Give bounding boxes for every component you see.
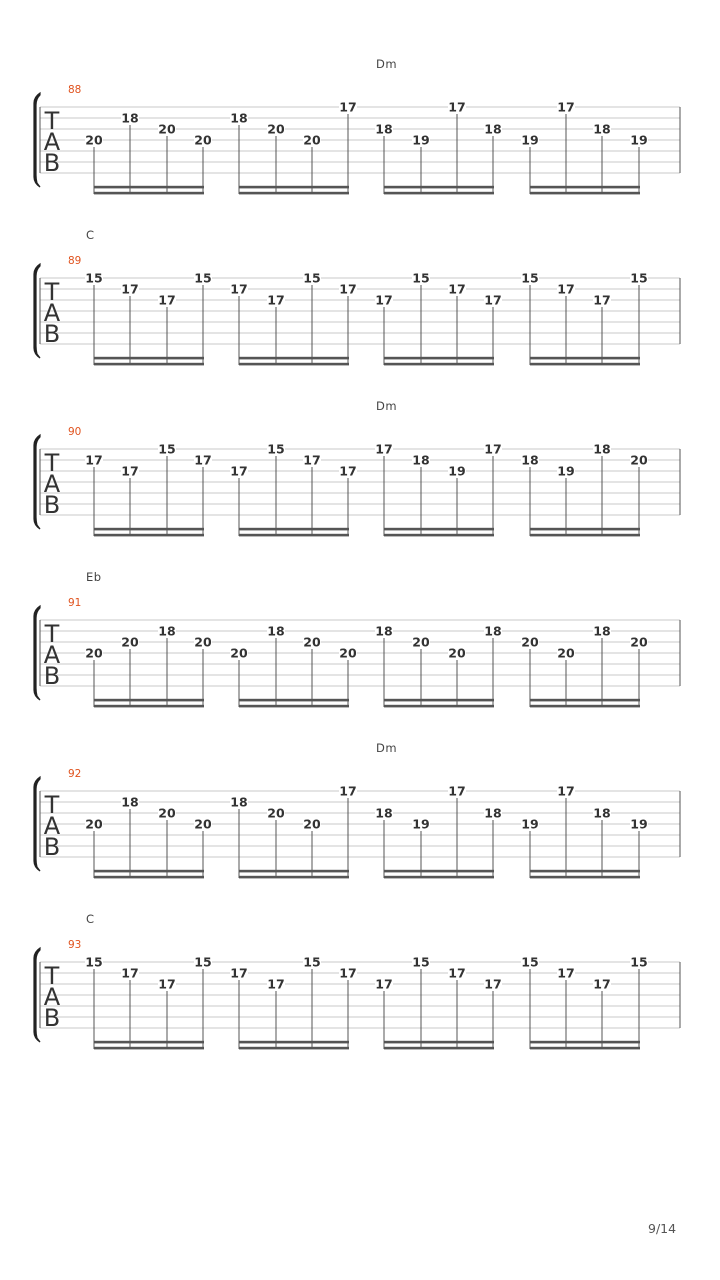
tab-clef-letter: B (43, 833, 61, 861)
tab-system (0, 570, 720, 741)
fret-number: 17 (448, 99, 466, 115)
fret-number: 18 (593, 805, 611, 821)
beam (530, 186, 640, 189)
tab-system (0, 57, 720, 228)
fret-number: 19 (448, 463, 466, 479)
beam (384, 186, 494, 189)
fret-number: 17 (339, 463, 357, 479)
tab-clef-letter: B (43, 1004, 61, 1032)
fret-number: 15 (412, 954, 430, 970)
beam (530, 528, 640, 531)
beam (384, 192, 494, 195)
tab-clef-letter: T (44, 962, 60, 990)
fret-number: 20 (158, 121, 176, 137)
fret-number: 19 (630, 132, 648, 148)
measure-number: 91 (68, 597, 82, 609)
beam (94, 870, 204, 873)
fret-number: 17 (121, 281, 139, 297)
system-bracket (34, 948, 40, 1042)
tab-clef-letter: B (43, 149, 61, 177)
fret-number: 17 (557, 783, 575, 799)
beam (384, 363, 494, 366)
chord-label: Dm (376, 57, 398, 71)
fret-number: 18 (121, 110, 139, 126)
fret-number: 19 (521, 816, 539, 832)
fret-number: 20 (194, 816, 212, 832)
fret-number: 15 (303, 954, 321, 970)
beam (239, 363, 349, 366)
fret-number: 17 (121, 463, 139, 479)
fret-number: 20 (85, 645, 103, 661)
beam (530, 1047, 640, 1050)
fret-number: 18 (230, 110, 248, 126)
fret-number: 20 (230, 645, 248, 661)
beam (94, 1047, 204, 1050)
tab-clef-letter: A (43, 812, 61, 840)
beam (239, 192, 349, 195)
beam (384, 699, 494, 702)
tab-clef-letter: T (44, 791, 60, 819)
beam (94, 528, 204, 531)
beam (94, 363, 204, 366)
beam (94, 192, 204, 195)
tab-clef-letter: A (43, 128, 61, 156)
fret-number: 17 (484, 292, 502, 308)
beam (530, 363, 640, 366)
fret-number: 20 (121, 634, 139, 650)
tab-clef-letter: A (43, 983, 61, 1011)
fret-number: 19 (630, 816, 648, 832)
beam (94, 699, 204, 702)
beam (239, 705, 349, 708)
tab-staff (0, 228, 720, 399)
tab-system (0, 228, 720, 399)
fret-number: 17 (339, 99, 357, 115)
fret-number: 17 (375, 292, 393, 308)
system-bracket (34, 777, 40, 871)
fret-number: 17 (375, 441, 393, 457)
fret-number: 17 (557, 99, 575, 115)
fret-number: 17 (375, 976, 393, 992)
beam (239, 870, 349, 873)
chord-label: C (86, 912, 95, 926)
tab-clef-letter: B (43, 662, 61, 690)
fret-number: 17 (484, 441, 502, 457)
tab-clef-letter: B (43, 320, 61, 348)
fret-number: 20 (303, 816, 321, 832)
fret-number: 18 (121, 794, 139, 810)
fret-number: 19 (521, 132, 539, 148)
beam (94, 876, 204, 879)
measure-number: 93 (68, 939, 82, 951)
beam (384, 528, 494, 531)
tab-clef-letter: T (44, 620, 60, 648)
beam (530, 1041, 640, 1044)
measure-number: 92 (68, 768, 82, 780)
fret-number: 17 (267, 976, 285, 992)
fret-number: 15 (85, 270, 103, 286)
fret-number: 17 (557, 281, 575, 297)
fret-number: 20 (194, 634, 212, 650)
beam (239, 357, 349, 360)
beam (530, 192, 640, 195)
fret-number: 18 (593, 441, 611, 457)
beam (94, 186, 204, 189)
tab-staff (0, 570, 720, 741)
tab-clef-letter: T (44, 107, 60, 135)
fret-number: 19 (412, 816, 430, 832)
tab-staff (0, 399, 720, 570)
fret-number: 20 (630, 452, 648, 468)
fret-number: 20 (267, 805, 285, 821)
tab-staff (0, 57, 720, 228)
tab-staff (0, 741, 720, 912)
tab-staff (0, 912, 720, 1083)
fret-number: 17 (158, 976, 176, 992)
fret-number: 17 (230, 281, 248, 297)
beam (239, 876, 349, 879)
fret-number: 17 (339, 965, 357, 981)
fret-number: 20 (85, 132, 103, 148)
fret-number: 18 (375, 623, 393, 639)
fret-number: 18 (158, 623, 176, 639)
fret-number: 17 (158, 292, 176, 308)
fret-number: 17 (230, 965, 248, 981)
beam (384, 534, 494, 537)
tab-system (0, 399, 720, 570)
fret-number: 20 (557, 645, 575, 661)
system-bracket (34, 264, 40, 358)
fret-number: 17 (303, 452, 321, 468)
fret-number: 18 (593, 121, 611, 137)
fret-number: 18 (521, 452, 539, 468)
fret-number: 20 (521, 634, 539, 650)
fret-number: 17 (593, 976, 611, 992)
beam (530, 699, 640, 702)
fret-number: 15 (158, 441, 176, 457)
beam (530, 534, 640, 537)
fret-number: 17 (121, 965, 139, 981)
beam (530, 876, 640, 879)
system-bracket (34, 435, 40, 529)
fret-number: 18 (484, 805, 502, 821)
beam (384, 357, 494, 360)
measure-number: 89 (68, 255, 82, 267)
measure-number: 90 (68, 426, 82, 438)
fret-number: 18 (484, 623, 502, 639)
fret-number: 18 (412, 452, 430, 468)
tab-system (0, 741, 720, 912)
tab-clef-letter: A (43, 470, 61, 498)
beam (239, 534, 349, 537)
fret-number: 19 (412, 132, 430, 148)
tab-clef-letter: B (43, 491, 61, 519)
beam (530, 870, 640, 873)
fret-number: 17 (448, 965, 466, 981)
fret-number: 18 (267, 623, 285, 639)
beam (530, 357, 640, 360)
fret-number: 20 (303, 634, 321, 650)
fret-number: 17 (267, 292, 285, 308)
fret-number: 17 (230, 463, 248, 479)
beam (384, 870, 494, 873)
beam (94, 1041, 204, 1044)
beam (384, 1041, 494, 1044)
fret-number: 18 (230, 794, 248, 810)
tab-clef-letter: A (43, 299, 61, 327)
beam (94, 357, 204, 360)
fret-number: 17 (339, 281, 357, 297)
beam (239, 1047, 349, 1050)
fret-number: 20 (303, 132, 321, 148)
fret-number: 17 (85, 452, 103, 468)
fret-number: 20 (85, 816, 103, 832)
chord-label: Eb (86, 570, 102, 584)
fret-number: 20 (194, 132, 212, 148)
beam (239, 1041, 349, 1044)
fret-number: 18 (593, 623, 611, 639)
chord-label: C (86, 228, 95, 242)
fret-number: 15 (412, 270, 430, 286)
fret-number: 15 (194, 954, 212, 970)
beam (384, 1047, 494, 1050)
beam (384, 705, 494, 708)
beam (239, 528, 349, 531)
fret-number: 17 (339, 783, 357, 799)
fret-number: 18 (484, 121, 502, 137)
fret-number: 15 (521, 270, 539, 286)
chord-label: Dm (376, 399, 398, 413)
fret-number: 15 (521, 954, 539, 970)
system-bracket (34, 606, 40, 700)
fret-number: 20 (448, 645, 466, 661)
fret-number: 15 (630, 954, 648, 970)
beam (239, 699, 349, 702)
tab-clef-letter: A (43, 641, 61, 669)
fret-number: 20 (630, 634, 648, 650)
fret-number: 20 (339, 645, 357, 661)
measure-number: 88 (68, 84, 82, 96)
fret-number: 17 (484, 976, 502, 992)
system-bracket (34, 93, 40, 187)
fret-number: 20 (412, 634, 430, 650)
fret-number: 19 (557, 463, 575, 479)
fret-number: 15 (303, 270, 321, 286)
tab-clef-letter: T (44, 278, 60, 306)
fret-number: 20 (158, 805, 176, 821)
tab-clef-letter: T (44, 449, 60, 477)
fret-number: 17 (194, 452, 212, 468)
beam (384, 876, 494, 879)
fret-number: 18 (375, 805, 393, 821)
beam (530, 705, 640, 708)
beam (94, 705, 204, 708)
beam (94, 534, 204, 537)
fret-number: 15 (630, 270, 648, 286)
fret-number: 17 (593, 292, 611, 308)
fret-number: 18 (375, 121, 393, 137)
fret-number: 20 (267, 121, 285, 137)
page-number: 9/14 (648, 1221, 677, 1236)
fret-number: 15 (194, 270, 212, 286)
tab-system (0, 912, 720, 1083)
fret-number: 17 (448, 281, 466, 297)
chord-label: Dm (376, 741, 398, 755)
beam (239, 186, 349, 189)
fret-number: 17 (557, 965, 575, 981)
fret-number: 15 (85, 954, 103, 970)
fret-number: 17 (448, 783, 466, 799)
fret-number: 15 (267, 441, 285, 457)
